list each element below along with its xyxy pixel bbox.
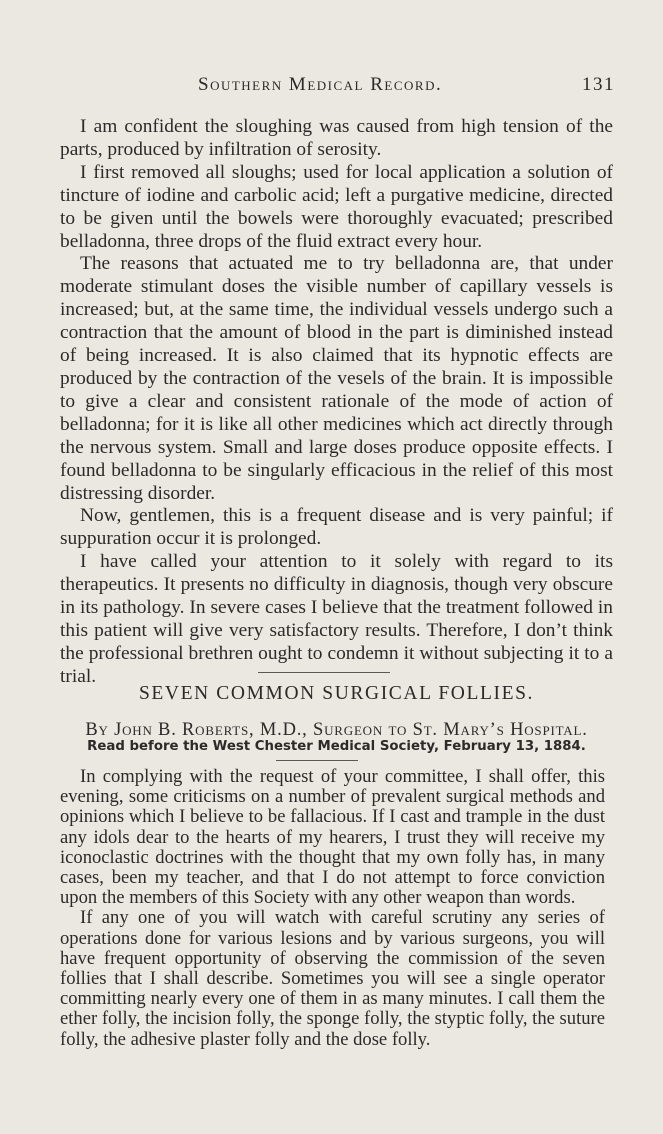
article-body bbox=[60, 767, 605, 1050]
page-number: 131 bbox=[582, 74, 615, 95]
article-title: SEVEN COMMON SURGICAL FOLLIES. bbox=[138, 683, 535, 704]
paragraph: I first removed all sloughs; used for local application a solution of tincture of iodine and carbolic acid; left a purgative medicine, directed to be given until the bowels were thoroughly evacuated; prescribed belladonna, three drops of the fluid extract every hour. bbox=[60, 161, 613, 252]
previous-article-text bbox=[60, 116, 613, 689]
byline-divider bbox=[276, 760, 358, 761]
paragraph: The reasons that actuated me to try belladonna are, that under moderate stimulant doses the visible number of capillary vessels is increased; but, at the same time, the individual vessels undergo such a contraction that the amount of blood in the part is diminished instead of being increased. It is also claimed that its hypnotic effects are produced by the contraction of the vesels of the brain. It is impossible to give a clear and consistent rationale of the mode of action of belladonna; for it is like all other medicines which act directly through the nervous system. Small and large doses produce opposite effects. I found belladonna to be singularly efficacious in the relief of this most distressing disorder. bbox=[60, 253, 613, 504]
read-before-note: Read before the West Chester Medical Society, February 13, 1884. bbox=[87, 739, 586, 754]
paragraph: I have called your attention to it solely with regard to its therapeutics. It presents no difficulty in diagnosis, though very obscure in its pathology. In severe cases I believe that the treatment followed in this patient will give very satisfactory results. Therefore, I don’t think the professional brethren ought to condemn it without subjecting it to a trial. bbox=[60, 551, 613, 687]
paragraph: If any one of you will watch with careful scrutiny any series of operations done for various lesions and by various surgeons, you will have frequent opportunity of observing the commission of the seven follies that I shall describe. Sometimes you will see a single operator committing nearly every one of them in as many minutes. I call them the ether folly, the incision folly, the sponge folly, the styptic folly, the suture folly, the adhesive plaster folly and the dose folly. bbox=[60, 907, 605, 1050]
author-byline: By John B. Roberts, M.D., Surgeon to St. Mary’s Hospital. bbox=[85, 720, 588, 740]
section-divider bbox=[258, 672, 390, 673]
paragraph: In complying with the request of your committee, I shall offer, this evening, some criticisms on a number of prevalent surgical methods and opinions which I believe to be fallacious. If I cast and trample in the dust any idols dear to the hearts of my hearers, I trust they will receive my iconoclastic doctrines with the thought that my own folly has, in many cases, been my teacher, and that I do not attempt to force conviction upon the members of this Society with any other weapon than words. bbox=[60, 766, 605, 909]
paragraph: I am confident the sloughing was caused from high tension of the parts, produced by infiltration of serosity. bbox=[60, 116, 613, 160]
paragraph: Now, gentlemen, this is a frequent disease and is very painful; if suppuration occur it is prolonged. bbox=[60, 505, 613, 550]
running-title: Southern Medical Record. bbox=[198, 74, 443, 95]
